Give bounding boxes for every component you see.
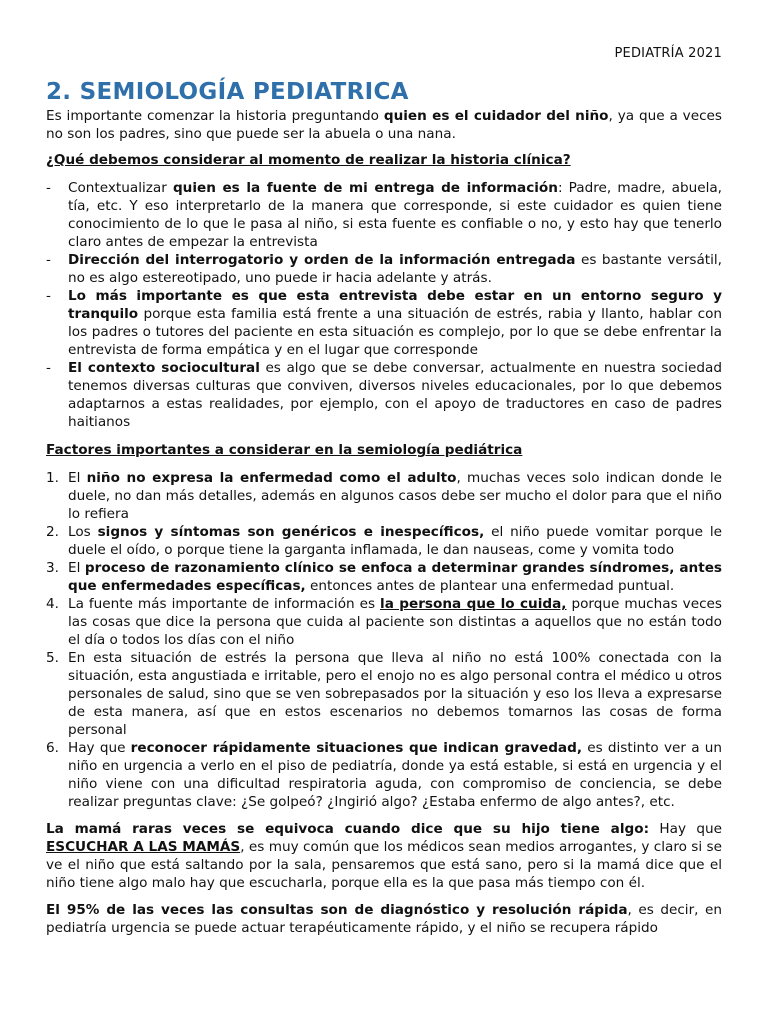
item-bold-underlined: la persona que lo cuida,	[380, 596, 567, 612]
item-text-2: , muchas veces solo indican donde le duele, no dan más detalles, además en algunos casos debe ser mucho el dolor para que el niño lo refiera	[68, 470, 722, 522]
list-item	[46, 469, 722, 523]
item-bold: quien es la fuente de mi entrega de información	[172, 180, 558, 196]
closing-bold-1: La mamá raras veces se equivoca cuando dice que su hijo tiene algo:	[46, 821, 650, 837]
list-number: 4.	[46, 596, 59, 612]
item-bold: proceso de razonamiento clínico se enfoca a determinar grandes síndromes, antes que enfermedades específicas,	[68, 560, 723, 594]
closing-paragraph-mothers	[46, 820, 722, 892]
list-item	[46, 287, 722, 359]
list-number: 6.	[46, 740, 59, 756]
item-text-2: el niño puede vomitar porque le duele el oído, o porque tiene la garganta inflamada, le dan nauseas, come y vomita todo	[68, 524, 722, 558]
list-item	[46, 595, 722, 649]
list-item	[46, 179, 722, 251]
intro-paragraph	[46, 107, 722, 143]
list-item	[46, 359, 722, 431]
list-number: 3.	[46, 560, 59, 576]
item-text-1: El	[68, 560, 85, 576]
item-bold: Lo más importante es que esta entrevista debe estar en un entorno seguro y tranquilo	[68, 288, 722, 322]
intro-text-2: , ya que a veces no son los padres, sino que puede ser la abuela o una nana.	[46, 108, 723, 142]
item-text-2: : Padre, madre, abuela, tía, etc. Y eso interpretarlo de la manera que corresponde, si este cuidador es quien tiene conocimiento de lo que le pasa al niño, si esta fuente es confiable o no, y esto hay que tenerlo claro antes de empezar la entrevista	[68, 180, 722, 250]
closing2-bold: El 95% de las veces las consultas son de diagnóstico y resolución rápida	[46, 902, 628, 918]
item-text-1: Contextualizar	[68, 180, 173, 196]
list-number: 5.	[46, 650, 59, 666]
item-text-2: entonces antes de plantear una enfermedad puntual.	[305, 578, 675, 594]
item-text-2: es algo que se debe conversar, actualmente en nuestra sociedad tenemos diversas culturas que conviven, diversos niveles educacionales, por lo que debemos adaptarnos a estas realidades, por ejemplo, con el apoyo de traductores en caso de padres haitianos	[68, 360, 723, 430]
item-bold: signos y síntomas son genéricos e inespecíficos,	[97, 524, 485, 540]
list-number: 2.	[46, 524, 59, 540]
item-text-2: porque esta familia está frente a una situación de estrés, rabia y llanto, hablar con los padres o tutores del paciente en esta situación es complejo, por lo que se debe enfrentar la entrevista de forma empática y en el lugar que corresponde	[68, 306, 722, 358]
closing-bold-underlined: ESCUCHAR A LAS MAMÁS	[46, 839, 241, 855]
document-body	[46, 107, 722, 937]
list-marker: -	[46, 180, 51, 196]
item-text-1: En esta situación de estrés la persona que lleva al niño no está 100% conectada con la situación, esta angustiada e irritable, pero el enojo no es algo personal contra el médico u otros personales de salud, sino que se ven sobrepasados por la situación y eso los lleva a expresarse de esta manera, así que en estos escenarios no debemos tomarnos las cosas de forma personal	[68, 650, 722, 738]
closing-text-1: Hay que	[649, 821, 722, 837]
item-text-1: El	[68, 470, 87, 486]
closing-paragraph-consults	[46, 901, 722, 937]
item-text-2: es distinto ver a un niño en urgencia a verlo en el piso de pediatría, donde ya está estable, si está en urgencia y el niño viene con una dificultad respiratoria aguda, con compromiso de conciencia, se debe realizar preguntas clave: ¿Se golpeó? ¿Ingirió algo? ¿Estaba enfermo de algo antes?, etc.	[68, 740, 722, 810]
item-text-2: es bastante versátil, no es algo estereotipado, uno puede ir hacia adelante y atrás.	[68, 252, 722, 286]
intro-text-1: Es importante comenzar la historia preguntando	[46, 108, 384, 124]
item-bold: reconocer rápidamente situaciones que indican gravedad,	[130, 740, 582, 756]
item-bold: niño no expresa la enfermedad como el adulto	[86, 470, 457, 486]
item-text-1: Hay que	[68, 740, 131, 756]
list-number: 1.	[46, 470, 59, 486]
closing2-text: , es decir, en pediatría urgencia se puede actuar terapéuticamente rápido, y el niño se recupera rápido	[46, 902, 722, 936]
list-marker: -	[46, 252, 51, 268]
list-item	[46, 739, 722, 811]
question-heading: ¿Qué debemos considerar al momento de realizar la historia clínica?	[46, 152, 571, 168]
list-marker: -	[46, 360, 51, 376]
list-item	[46, 523, 722, 559]
item-bold: El contexto sociocultural	[68, 360, 260, 376]
item-text-2: porque muchas veces las cosas que dice la persona que cuida al paciente son distintas a aquellos que no están todo el día o todos los días con el niño	[68, 596, 722, 648]
item-bold: Dirección del interrogatorio y orden de la información entregada	[68, 252, 576, 268]
item-text-1: La fuente más importante de información es	[68, 596, 381, 612]
considerations-list	[46, 179, 722, 431]
intro-bold: quien es el cuidador del niño	[383, 108, 609, 124]
list-item	[46, 649, 722, 739]
factors-heading: Factores importantes a considerar en la semiología pediátrica	[46, 442, 523, 458]
closing-text-2: , es muy común que los médicos sean medios arrogantes, y claro si se ve el niño que está saltando por la sala, pensaremos que está sano, pero si la mamá dice que el niño tiene algo malo hay que escucharla, porque ella es la que pasa más tiempo con él.	[46, 839, 722, 891]
course-header: PEDIATRÍA 2021	[614, 46, 722, 61]
list-item	[46, 559, 722, 595]
item-text-1: Los	[68, 524, 98, 540]
list-marker: -	[46, 288, 51, 304]
page-title: 2. SEMIOLOGÍA PEDIATRICA	[46, 79, 409, 105]
factors-list	[46, 469, 722, 811]
list-item	[46, 251, 722, 287]
